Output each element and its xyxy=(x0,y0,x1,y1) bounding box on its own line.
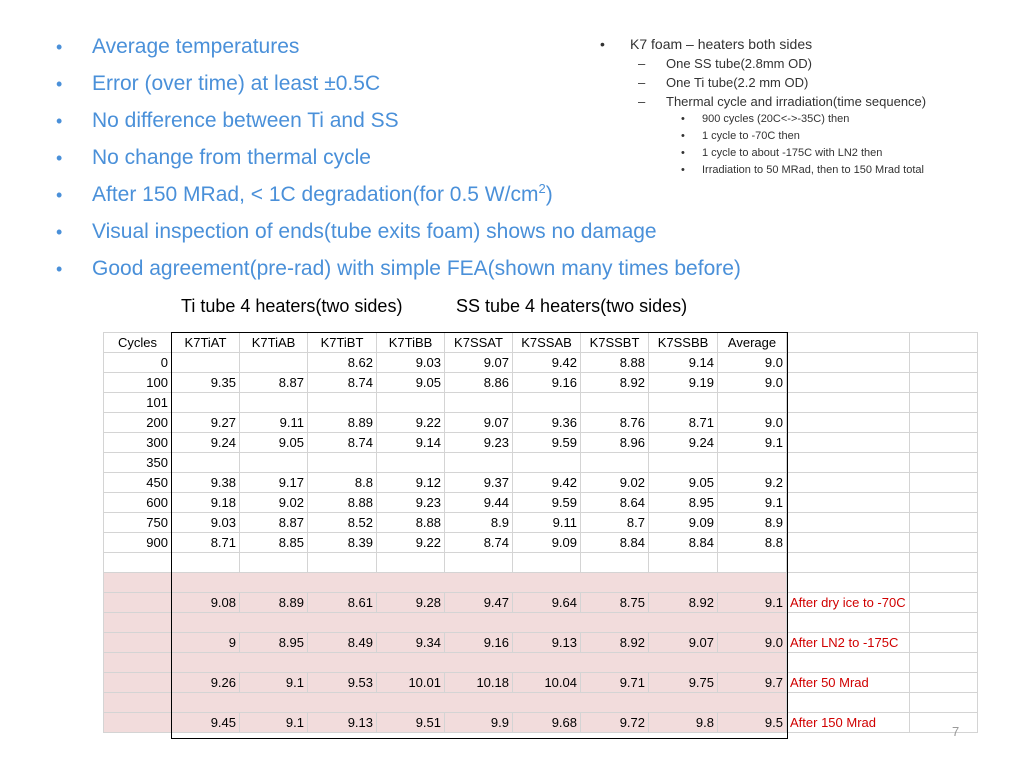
spacer-cell xyxy=(172,653,787,673)
header-cell: Average xyxy=(718,333,787,353)
table-cell xyxy=(909,413,977,433)
temperature-table xyxy=(103,332,978,733)
table-cell: 9.13 xyxy=(513,633,581,653)
table-cell: 9.53 xyxy=(308,673,377,693)
table-cell: 9.27 xyxy=(172,413,240,433)
spacer-cell xyxy=(909,693,977,713)
table-header-row xyxy=(104,333,978,353)
table-cell: 8.86 xyxy=(445,373,513,393)
table-cell: 8.85 xyxy=(240,533,308,553)
header-cell xyxy=(909,333,977,353)
header-cell: K7TiAB xyxy=(240,333,308,353)
table-cell xyxy=(104,553,172,573)
table-row xyxy=(104,373,978,393)
bullet-average-temperatures: • Average temperatures xyxy=(50,30,741,67)
table-cell: 9.23 xyxy=(377,493,445,513)
table-row xyxy=(104,593,978,613)
table-cell: 9.51 xyxy=(377,713,445,733)
table-cell: 9.1 xyxy=(240,673,308,693)
table-cell xyxy=(104,713,172,733)
table-cell: 8.76 xyxy=(581,413,649,433)
header-cell: K7TiAT xyxy=(172,333,240,353)
table-cell: 9.36 xyxy=(513,413,581,433)
table-cell: 8.75 xyxy=(581,593,649,613)
spacer-cell xyxy=(104,693,172,713)
table-cell: 9.5 xyxy=(718,713,787,733)
table-row xyxy=(104,713,978,733)
condition-note: After dry ice to -70C xyxy=(787,593,910,613)
table-cell: 9.0 xyxy=(718,373,787,393)
table-cell xyxy=(909,373,977,393)
table-cell: 9.64 xyxy=(513,593,581,613)
header-cell: K7TiBB xyxy=(377,333,445,353)
table-cell: 9.14 xyxy=(649,353,718,373)
table-cell: 8.74 xyxy=(308,373,377,393)
bullet-visual-inspection: • Visual inspection of ends(tube exits foam) shows no damage xyxy=(50,215,741,252)
spacer-cell xyxy=(909,573,977,593)
table-cell xyxy=(240,393,308,413)
table-row xyxy=(104,493,978,513)
spacer-cell xyxy=(787,613,910,633)
table-cell xyxy=(909,393,977,413)
table-cell: 8.88 xyxy=(581,353,649,373)
table-cell xyxy=(787,473,910,493)
setup-subitem-irradiation: • Irradiation to 50 MRad, then to 150 Mrad total xyxy=(600,162,926,179)
spacer-cell xyxy=(787,693,910,713)
table-cell xyxy=(172,553,240,573)
table-cell xyxy=(172,393,240,413)
table-cell: 8.89 xyxy=(308,413,377,433)
table-cell: 200 xyxy=(104,413,172,433)
spacer-cell xyxy=(787,653,910,673)
table-cell: 8.61 xyxy=(308,593,377,613)
spacer-cell xyxy=(104,653,172,673)
table-cell: 8.92 xyxy=(581,373,649,393)
table-cell xyxy=(909,593,977,613)
bullet-degradation: • After 150 MRad, < 1C degradation(for 0.5 $W/cm^2$) xyxy=(50,178,741,215)
table-cell xyxy=(377,393,445,413)
table-cell: 9.02 xyxy=(240,493,308,513)
table-cell xyxy=(240,353,308,373)
table-cell: 9.7 xyxy=(718,673,787,693)
table-spacer-row xyxy=(104,693,978,713)
setup-subitem-ln2: • 1 cycle to about -175C with LN2 then xyxy=(600,145,926,162)
table-cell: 9.19 xyxy=(649,373,718,393)
table-cell xyxy=(104,673,172,693)
table-cell: 9.11 xyxy=(240,413,308,433)
table-cell: 9.0 xyxy=(718,413,787,433)
table-cell xyxy=(104,633,172,653)
table-cell: 8.74 xyxy=(308,433,377,453)
table-cell: 9.68 xyxy=(513,713,581,733)
bullet-no-difference: • No difference between Ti and SS xyxy=(50,104,741,141)
table-row xyxy=(104,393,978,413)
table-cell: 9.72 xyxy=(581,713,649,733)
header-cell: Cycles xyxy=(104,333,172,353)
table-cell: 8.87 xyxy=(240,513,308,533)
header-cell: K7SSAB xyxy=(513,333,581,353)
table-row xyxy=(104,633,978,653)
table-cell: 8.9 xyxy=(445,513,513,533)
table-spacer-row xyxy=(104,573,978,593)
table-cell: 9.07 xyxy=(445,353,513,373)
table-cell xyxy=(718,553,787,573)
table-cell: 9.09 xyxy=(513,533,581,553)
table-cell xyxy=(787,513,910,533)
table-cell xyxy=(581,393,649,413)
table-cell: 9.71 xyxy=(581,673,649,693)
table-cell: 9.42 xyxy=(513,353,581,373)
table-cell: 9.44 xyxy=(445,493,513,513)
table-cell: 9.1 xyxy=(718,493,787,513)
spacer-cell xyxy=(909,653,977,673)
table-cell: 8.95 xyxy=(240,633,308,653)
table-cell xyxy=(787,353,910,373)
table-cell: 9.0 xyxy=(718,353,787,373)
table-cell: 9.47 xyxy=(445,593,513,613)
table-cell: 9 xyxy=(172,633,240,653)
table-cell xyxy=(445,393,513,413)
table-cell xyxy=(787,533,910,553)
table-cell xyxy=(240,553,308,573)
table-cell: 9.24 xyxy=(649,433,718,453)
table-cell: 100 xyxy=(104,373,172,393)
table-cell: 9.34 xyxy=(377,633,445,653)
table-cell xyxy=(581,453,649,473)
table-cell: 9.16 xyxy=(445,633,513,653)
spacer-cell xyxy=(104,573,172,593)
table-cell xyxy=(909,713,977,733)
table-cell: 9.08 xyxy=(172,593,240,613)
table-cell: 9.38 xyxy=(172,473,240,493)
table-cell: 9.1 xyxy=(718,593,787,613)
table-cell xyxy=(787,413,910,433)
table-cell: 9.1 xyxy=(718,433,787,453)
table-cell xyxy=(445,553,513,573)
table-cell xyxy=(445,453,513,473)
table-cell xyxy=(513,553,581,573)
table-cell: 0 xyxy=(104,353,172,373)
table-cell: 9.22 xyxy=(377,533,445,553)
table-cell: 350 xyxy=(104,453,172,473)
table-row xyxy=(104,453,978,473)
table-cell xyxy=(718,453,787,473)
table-cell: 9.17 xyxy=(240,473,308,493)
table-cell: 9.16 xyxy=(513,373,581,393)
spacer-cell xyxy=(787,573,910,593)
table-cell: 8.88 xyxy=(308,493,377,513)
table-cell: 9.02 xyxy=(581,473,649,493)
table-cell: 300 xyxy=(104,433,172,453)
table-cell xyxy=(909,493,977,513)
table-row xyxy=(104,353,978,373)
table-cell xyxy=(308,393,377,413)
setup-title: • K7 foam – heaters both sides xyxy=(600,34,926,54)
table-cell: 9.12 xyxy=(377,473,445,493)
table-cell xyxy=(909,533,977,553)
table-cell: 9.22 xyxy=(377,413,445,433)
table-cell xyxy=(649,553,718,573)
bullet-no-change: • No change from thermal cycle xyxy=(50,141,741,178)
spacer-cell xyxy=(172,693,787,713)
table-cell: 8.52 xyxy=(308,513,377,533)
spacer-cell xyxy=(172,613,787,633)
table-cell: 450 xyxy=(104,473,172,493)
setup-item-thermal-cycle: – Thermal cycle and irradiation(time sequence) xyxy=(600,92,926,111)
table-cell: 8.7 xyxy=(581,513,649,533)
table-row xyxy=(104,673,978,693)
table-cell: 9.05 xyxy=(377,373,445,393)
table-cell: 9.07 xyxy=(445,413,513,433)
setup-item-ss-tube: – One SS tube(2.8mm OD) xyxy=(600,54,926,73)
table-cell xyxy=(909,633,977,653)
bullet-fea-agreement: • Good agreement(pre-rad) with simple FEA(shown many times before) xyxy=(50,252,741,289)
table-cell: 9.26 xyxy=(172,673,240,693)
table-cell: 9.9 xyxy=(445,713,513,733)
setup-subitem-900-cycles: • 900 cycles (20C<->-35C) then xyxy=(600,111,926,128)
condition-note: After 50 Mrad xyxy=(787,673,910,693)
table-cell: 9.13 xyxy=(308,713,377,733)
condition-note: After 150 Mrad xyxy=(787,713,910,733)
table-cell: 8.71 xyxy=(649,413,718,433)
table-cell: 8.64 xyxy=(581,493,649,513)
table-cell xyxy=(308,453,377,473)
table-cell xyxy=(649,453,718,473)
table-cell xyxy=(909,353,977,373)
table-row xyxy=(104,533,978,553)
table-cell xyxy=(649,393,718,413)
table-cell: 8.49 xyxy=(308,633,377,653)
table-cell: 10.01 xyxy=(377,673,445,693)
table-cell xyxy=(172,453,240,473)
spacer-cell xyxy=(104,613,172,633)
setup-subitem-70c: • 1 cycle to -70C then xyxy=(600,128,926,145)
table-cell: 9.8 xyxy=(649,713,718,733)
table-cell: 9.23 xyxy=(445,433,513,453)
table-cell xyxy=(104,593,172,613)
table-cell xyxy=(513,393,581,413)
header-cell: K7SSBB xyxy=(649,333,718,353)
table-cell xyxy=(909,433,977,453)
condition-note: After LN2 to -175C xyxy=(787,633,910,653)
table-cell: 101 xyxy=(104,393,172,413)
setup-description xyxy=(600,34,926,179)
table-row xyxy=(104,413,978,433)
table-cell xyxy=(909,673,977,693)
table-cell xyxy=(787,373,910,393)
spacer-cell xyxy=(909,613,977,633)
table-cell xyxy=(240,453,308,473)
table-cell xyxy=(909,553,977,573)
table-cell xyxy=(718,393,787,413)
table-cell: 9.09 xyxy=(649,513,718,533)
table-row xyxy=(104,513,978,533)
table-spacer-row xyxy=(104,653,978,673)
table-cell: 8.89 xyxy=(240,593,308,613)
table-cell xyxy=(581,553,649,573)
table-cell: 8.84 xyxy=(581,533,649,553)
table-cell: 8.95 xyxy=(649,493,718,513)
table-cell: 8.8 xyxy=(308,473,377,493)
table-cell: 9.59 xyxy=(513,493,581,513)
table-cell xyxy=(787,553,910,573)
table-cell xyxy=(377,553,445,573)
table-row xyxy=(104,553,978,573)
setup-item-ti-tube: – One Ti tube(2.2 mm OD) xyxy=(600,73,926,92)
table-cell: 9.75 xyxy=(649,673,718,693)
table-cell: 8.87 xyxy=(240,373,308,393)
table-cell: 8.96 xyxy=(581,433,649,453)
table-cell: 9.45 xyxy=(172,713,240,733)
table-cell: 9.2 xyxy=(718,473,787,493)
table-cell: 9.42 xyxy=(513,473,581,493)
table-cell xyxy=(787,433,910,453)
table-cell xyxy=(787,393,910,413)
table-cell xyxy=(172,353,240,373)
table-row xyxy=(104,433,978,453)
table-cell: 8.9 xyxy=(718,513,787,533)
table-cell xyxy=(308,553,377,573)
table-cell: 10.18 xyxy=(445,673,513,693)
table-cell: 8.39 xyxy=(308,533,377,553)
caption-ti-tube: Ti tube 4 heaters(two sides) xyxy=(181,296,403,316)
table-cell: 9.03 xyxy=(377,353,445,373)
table-cell xyxy=(377,453,445,473)
header-cell: K7TiBT xyxy=(308,333,377,353)
spacer-cell xyxy=(172,573,787,593)
table-cell xyxy=(909,453,977,473)
table-cell xyxy=(787,453,910,473)
table-cell: 9.28 xyxy=(377,593,445,613)
table-cell: 9.03 xyxy=(172,513,240,533)
page-number: 7 xyxy=(952,724,960,739)
table-cell: 9.0 xyxy=(718,633,787,653)
table-cell: 8.74 xyxy=(445,533,513,553)
table-cell xyxy=(909,473,977,493)
table-cell: 9.14 xyxy=(377,433,445,453)
table-cell: 8.92 xyxy=(581,633,649,653)
table-cell: 8.62 xyxy=(308,353,377,373)
table-cell: 9.11 xyxy=(513,513,581,533)
table-cell xyxy=(909,513,977,533)
table-row xyxy=(104,473,978,493)
header-cell: K7SSAT xyxy=(445,333,513,353)
table-cell: 8.88 xyxy=(377,513,445,533)
table-cell: 9.24 xyxy=(172,433,240,453)
table-cell: 600 xyxy=(104,493,172,513)
header-cell: K7SSBT xyxy=(581,333,649,353)
table-cell: 8.84 xyxy=(649,533,718,553)
table-spacer-row xyxy=(104,613,978,633)
table-cell: 8.71 xyxy=(172,533,240,553)
table-cell: 9.18 xyxy=(172,493,240,513)
table-cell: 8.8 xyxy=(718,533,787,553)
bullet-error: • Error (over time) at least ±0.5C xyxy=(50,67,741,104)
table-cell: 900 xyxy=(104,533,172,553)
table-cell: 9.05 xyxy=(649,473,718,493)
table-cell: 9.37 xyxy=(445,473,513,493)
table-cell: 9.05 xyxy=(240,433,308,453)
header-cell xyxy=(787,333,910,353)
table-cell: 10.04 xyxy=(513,673,581,693)
table-cell: 9.35 xyxy=(172,373,240,393)
caption-ss-tube: SS tube 4 heaters(two sides) xyxy=(456,296,688,316)
table-cell: 750 xyxy=(104,513,172,533)
table-cell: 8.92 xyxy=(649,593,718,613)
table-cell: 9.59 xyxy=(513,433,581,453)
table-cell: 9.1 xyxy=(240,713,308,733)
table-cell: 9.07 xyxy=(649,633,718,653)
table-cell xyxy=(513,453,581,473)
table-cell xyxy=(787,493,910,513)
